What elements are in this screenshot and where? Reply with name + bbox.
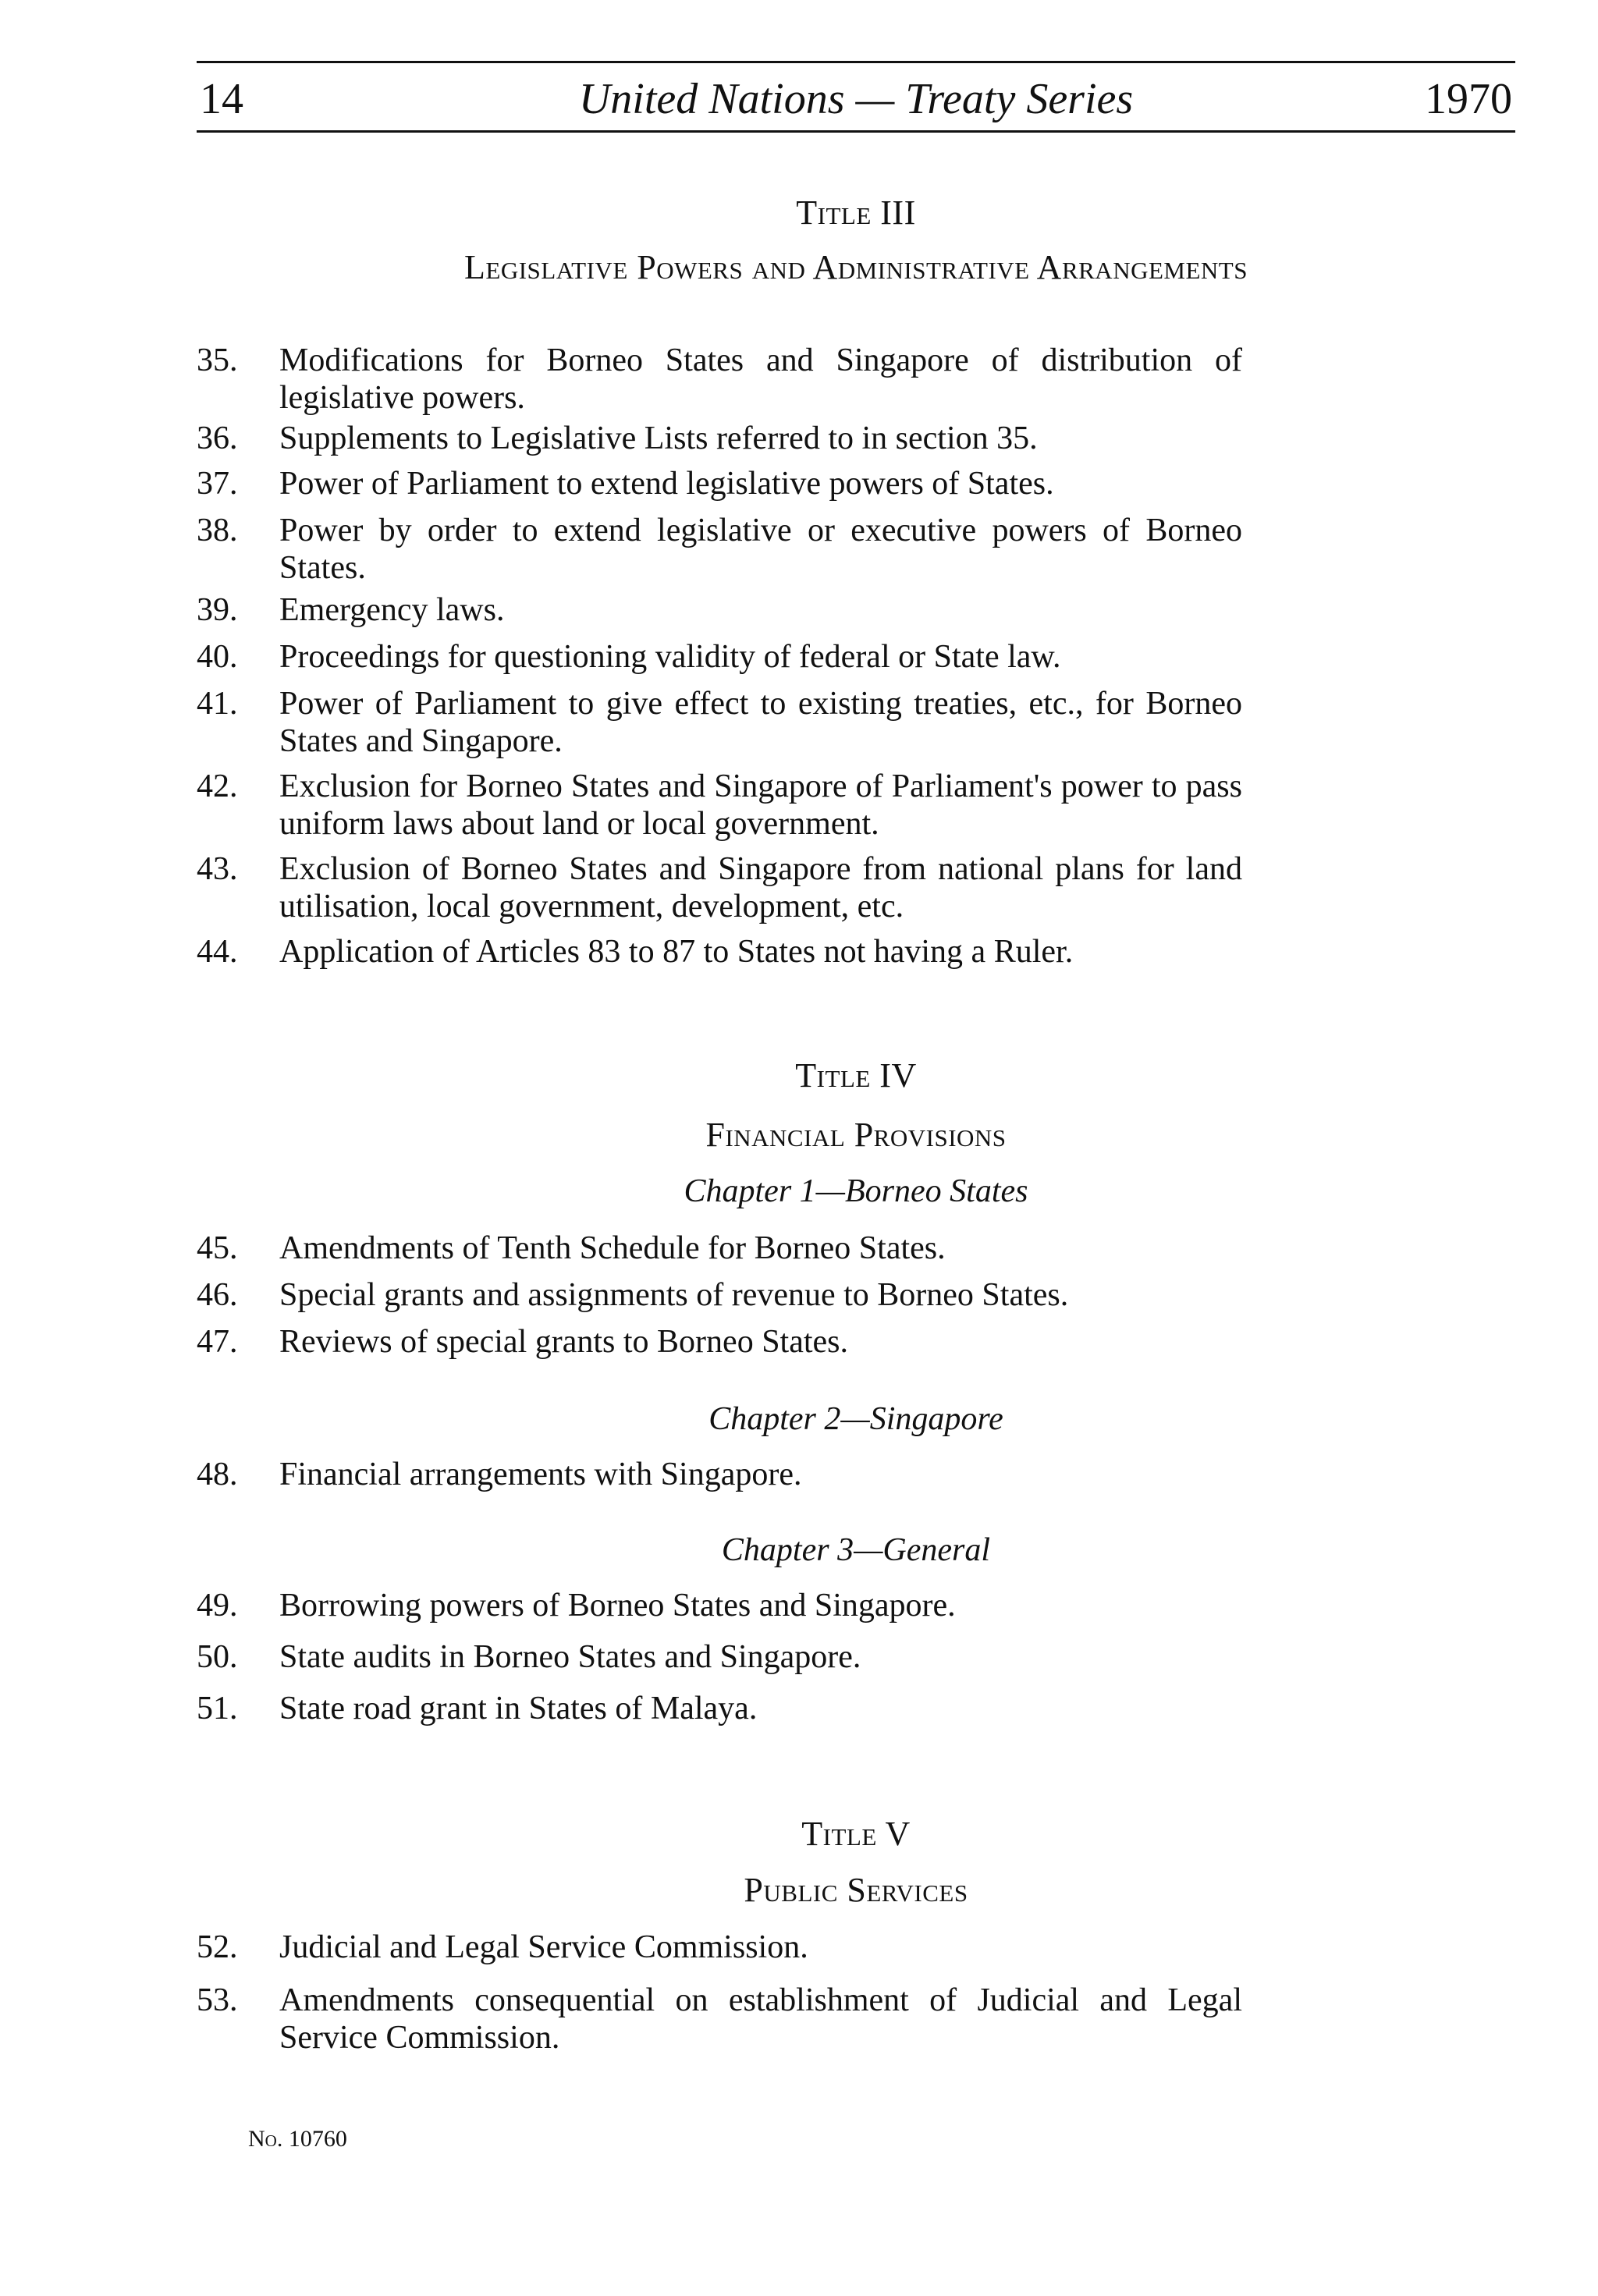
item-number: 42. <box>197 768 238 804</box>
list-item <box>197 768 1242 843</box>
list-item <box>197 512 1242 587</box>
chapter-2-heading: Chapter 2—Singapore <box>708 1401 1003 1437</box>
title-iv-heading: Financial Provisions <box>705 1116 1007 1154</box>
list-item <box>197 933 1242 971</box>
list-item <box>197 1587 1242 1624</box>
item-number: 46. <box>197 1277 238 1313</box>
list-item <box>197 465 1242 502</box>
list-item <box>197 1690 1242 1727</box>
item-text: Borrowing powers of Borneo States and Singapore. <box>279 1588 956 1624</box>
list-item <box>197 685 1242 760</box>
item-text: Reviews of special grants to Borneo States. <box>279 1324 849 1360</box>
item-number: 44. <box>197 934 238 970</box>
item-number: 41. <box>197 686 238 722</box>
list-item <box>197 1276 1242 1314</box>
item-text: Power of Parliament to extend legislative powers of States. <box>279 466 1054 502</box>
list-item <box>197 1323 1242 1361</box>
list-item <box>197 342 1242 417</box>
item-number: 52. <box>197 1929 238 1965</box>
item-text: Amendments consequential on establishment of Judicial and Legal Service Commission. <box>279 1982 1242 2056</box>
list-item <box>197 1638 1242 1676</box>
item-text: Exclusion of Borneo States and Singapore from national plans for land utilisation, local government, development, etc. <box>279 851 1242 924</box>
item-number: 45. <box>197 1230 238 1266</box>
item-number: 48. <box>197 1457 238 1492</box>
item-text: Financial arrangements with Singapore. <box>279 1457 802 1492</box>
item-text: Modifications for Borneo States and Singapore of distribution of legislative powers. <box>279 342 1242 416</box>
list-item <box>197 591 1242 629</box>
running-header <box>197 61 1515 133</box>
item-number: 36. <box>197 421 238 456</box>
item-text: Special grants and assignments of revenue to Borneo States. <box>279 1277 1069 1313</box>
title-v-label: Title V <box>801 1815 911 1853</box>
item-number: 50. <box>197 1639 238 1675</box>
item-number: 40. <box>197 639 238 675</box>
publication-year: 1970 <box>1425 75 1512 123</box>
title-iii-label: Title III <box>796 193 916 232</box>
item-number: 35. <box>197 342 238 378</box>
item-text: Power of Parliament to give effect to existing treaties, etc., for Borneo States and Singapore. <box>279 686 1242 759</box>
item-text: State audits in Borneo States and Singapore. <box>279 1639 861 1675</box>
item-number: 51. <box>197 1691 238 1726</box>
title-iii-heading: Legislative Powers and Administrative Arrangements <box>464 248 1248 286</box>
list-item <box>197 1456 1242 1493</box>
item-text: Amendments of Tenth Schedule for Borneo States. <box>279 1230 946 1266</box>
document-number: No. 10760 <box>248 2126 347 2152</box>
item-number: 47. <box>197 1324 238 1360</box>
list-item <box>197 1230 1242 1267</box>
item-text: Supplements to Legislative Lists referred to in section 35. <box>279 421 1038 456</box>
list-item <box>197 1982 1242 2056</box>
item-text: Power by order to extend legislative or executive powers of Borneo States. <box>279 513 1242 586</box>
chapter-1-heading: Chapter 1—Borneo States <box>684 1173 1028 1209</box>
item-number: 37. <box>197 466 238 502</box>
item-number: 49. <box>197 1588 238 1624</box>
item-text: Proceedings for questioning validity of federal or State law. <box>279 639 1061 675</box>
item-number: 43. <box>197 851 238 887</box>
item-text: Application of Articles 83 to 87 to States not having a Ruler. <box>279 934 1074 970</box>
list-item <box>197 850 1242 925</box>
series-title: United Nations — Treaty Series <box>578 75 1134 123</box>
list-item <box>197 420 1242 457</box>
list-item <box>197 638 1242 676</box>
title-iv-label: Title IV <box>795 1056 917 1095</box>
item-text: Exclusion for Borneo States and Singapore of Parliament's power to pass uniform laws about land or local government. <box>279 768 1242 842</box>
list-item <box>197 1929 1242 1966</box>
item-text: Emergency laws. <box>279 592 505 628</box>
chapter-3-heading: Chapter 3—General <box>721 1532 991 1568</box>
item-number: 38. <box>197 513 238 548</box>
item-number: 39. <box>197 592 238 628</box>
page-number: 14 <box>200 75 243 123</box>
item-text: Judicial and Legal Service Commission. <box>279 1929 808 1965</box>
item-text: State road grant in States of Malaya. <box>279 1691 758 1726</box>
title-v-heading: Public Services <box>744 1871 968 1909</box>
item-number: 53. <box>197 1982 238 2018</box>
